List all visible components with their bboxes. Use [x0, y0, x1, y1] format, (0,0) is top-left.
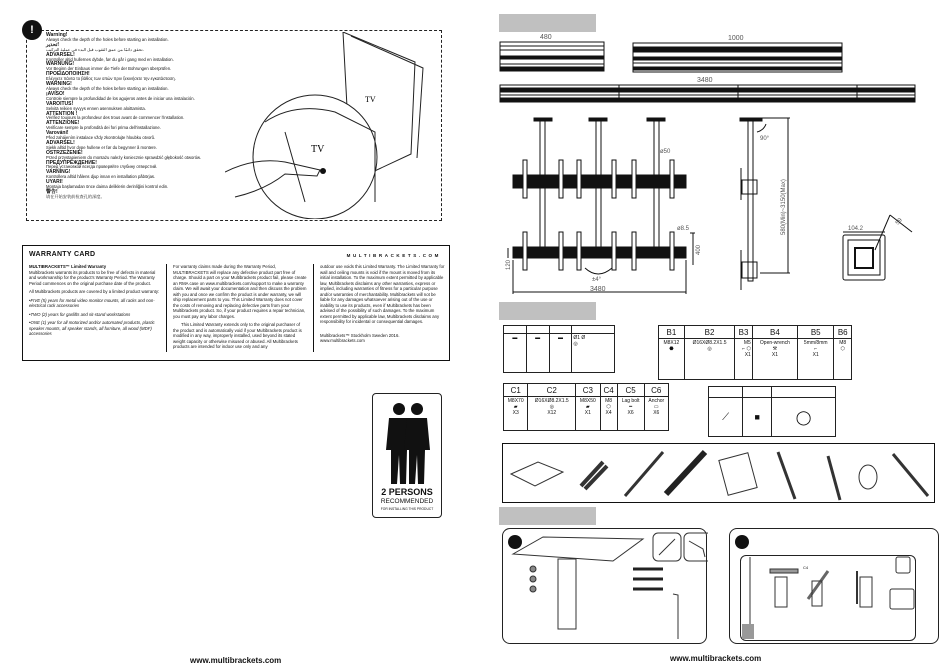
- warning-text: Always check the depth of the holes before starting an installation.: [46, 36, 169, 42]
- part-b2-header: B2: [684, 326, 735, 339]
- warranty-heading: MULTIBRACKETS™ Limited Warranty: [29, 264, 107, 269]
- allen-key-icon: ⌐: [814, 346, 818, 352]
- part-b3-header: B3: [735, 326, 753, 339]
- footer-url-right[interactable]: www.multibrackets.com: [670, 654, 762, 663]
- warning-text: Always check the depth of the holes before starting an installation.: [46, 85, 169, 91]
- lag-bolt-icon: ━: [629, 404, 633, 410]
- assembly-step-a-illustration: [503, 529, 708, 645]
- dim-59: 59: [894, 217, 904, 227]
- part-c6-qty: X6: [653, 410, 660, 416]
- nut-icon: ⬡: [840, 346, 845, 352]
- warranty-signature: Multibrackets™ Stockholm Sweden 2016.: [320, 332, 400, 338]
- part-c6-header: C6: [644, 384, 668, 397]
- warning-text: Vérifiez toujours la profondeur des trous avant de commencer l'installation.: [46, 115, 185, 121]
- ring-icon: ◯: [772, 398, 836, 437]
- part-c5-qty: X6: [627, 410, 634, 416]
- components-illustrations: [503, 444, 936, 504]
- dim-phi85: ø8.5: [677, 226, 690, 232]
- warning-title: Varování!: [46, 130, 69, 137]
- dim-480: 480: [540, 34, 552, 41]
- warning-text: Перед установкой всегда проверяйте глубину отверстий.: [46, 164, 158, 170]
- vesa-arm-icon: [828, 456, 840, 500]
- warning-badge-icon: !: [22, 20, 42, 40]
- warning-title: ΠΡΟΕΙΔΟΠΟΙΗΣΗ!: [46, 71, 90, 78]
- warning-text: Controle siempre la profundidad de los agujeros antes de iniciar una instalación.: [46, 95, 195, 101]
- nut-icon: ⬡: [606, 404, 611, 410]
- allen-key-tool-icon: [684, 533, 708, 561]
- ceiling-plate-icon: [511, 462, 563, 486]
- warning-title: Warning!: [46, 32, 68, 38]
- warning-title: 警告!: [46, 189, 58, 195]
- section-header-assembly: [499, 507, 596, 525]
- persons-note: FOR INSTALLING THIS PRODUCT: [380, 507, 434, 511]
- part-c2-spec: Ø16XØ8.2X1.5: [534, 398, 569, 404]
- part-c4-spec: M8: [605, 398, 613, 404]
- parts-table-b: [658, 325, 852, 380]
- part-c1-qty: X3: [512, 410, 519, 416]
- drill-bit-icon: [896, 557, 910, 573]
- part-b2-spec: Ø16XØ8.2X1.5: [692, 340, 727, 346]
- tv-label-zoom: TV: [311, 144, 325, 155]
- washer-icon: ◎: [707, 346, 712, 352]
- vesa-arm-icon: [778, 452, 795, 499]
- dim-1000: 1000: [728, 35, 744, 42]
- adapter-bracket-icon: [719, 453, 757, 496]
- dim-1042: 104.2: [848, 226, 864, 232]
- dim-400: 400: [696, 244, 702, 255]
- warning-title: ПРЕДУПРЕЖДЕНИЕ!: [46, 159, 97, 166]
- parts-table-a: [503, 325, 615, 373]
- warranty-bullet: •ONE (1) year for all motorized and/or automated products, plastic speaker mounts, all speaker stands, all furniture, all wood (MDF) accessories: [29, 320, 155, 336]
- part-a4-spec: Ø1 Ø: [573, 335, 586, 341]
- washer-icon: ◎: [573, 341, 578, 347]
- warning-text: Kontrollera alltid hålens djup innan en installation påbörjas.: [46, 174, 156, 180]
- part-b1-spec: M8X12: [663, 340, 680, 346]
- assembly-step-b-illustration: [730, 529, 940, 645]
- dim-angle-90: 90°: [760, 136, 770, 142]
- warning-text: Vor Beginn der Einbaus immer die Tiefe der Bohrungen überprüfen.: [46, 66, 172, 72]
- part-c2-header: C2: [528, 384, 576, 397]
- warning-title: WARNING!: [46, 81, 72, 88]
- part-c4-qty: X4: [605, 410, 612, 416]
- warning-title: UYARI!: [46, 179, 63, 186]
- cable-cover-icon: ⟋: [709, 398, 743, 437]
- part-b1-header: B1: [659, 326, 685, 339]
- warning-title: VAROITUS!: [46, 100, 74, 107]
- tv-label: TV: [365, 95, 376, 104]
- warranty-text: All Multibrackets products are covered by a limited product warranty:: [29, 289, 160, 294]
- warning-title: OSTRZEŻENIE!: [46, 149, 83, 156]
- part-c3-spec: M8X50: [579, 398, 596, 404]
- bolt-icon: ▰: [585, 404, 590, 410]
- anchor-icon: ▭: [653, 404, 659, 410]
- part-c6-spec: Anchor: [648, 398, 665, 404]
- warning-title: ADVARSEL!: [46, 139, 75, 146]
- assembly-step-a: [502, 528, 707, 644]
- rail-1000: [633, 43, 842, 72]
- components-strip: [502, 443, 935, 503]
- part-b6-header: B6: [834, 326, 852, 339]
- part-c3-header: C3: [576, 384, 600, 397]
- part-b4-qty: X1: [771, 352, 778, 358]
- part-b3-qty: X1: [744, 352, 751, 358]
- crossbar-icon: [666, 452, 705, 494]
- dim-120: 120: [506, 259, 512, 270]
- warranty-brand: MULTIBRACKETS.COM: [346, 253, 441, 258]
- warning-text: Przed przystąpieniem do montażu należy koniecznie sprawdzić głębokość otworów.: [46, 154, 202, 160]
- rail-3480: [500, 85, 915, 102]
- part-c3-qty: X1: [584, 410, 591, 416]
- warranty-text: Multibrackets warrants its products to be free of defects in material and workmanship for the product's Warranty Period. The Warranty Period commences on the original purchase date of the product.: [29, 269, 156, 286]
- footer-url-left[interactable]: www.multibrackets.com: [190, 656, 282, 665]
- warranty-bullet: •TWO (2) years for gaslifts and sit-stand workstations: [29, 311, 131, 317]
- part-b4-spec: Open-wrench: [759, 340, 790, 346]
- rail-icon: [893, 454, 928, 496]
- dim-3480: 3480: [590, 286, 606, 293]
- screw-icon: ▬: [526, 334, 549, 373]
- warning-title: ATTENZIONE!: [46, 120, 80, 127]
- part-b3-spec: M5: [743, 340, 751, 346]
- warranty-url: www.multibrackets.com: [320, 338, 365, 343]
- warning-text: Ελέγχετε πάντα το βάθος των οπών πριν ξεκινήσετε την εγκατάσταση.: [46, 76, 176, 82]
- part-c5-spec: Lag bolt: [621, 398, 640, 404]
- part-c5-header: C5: [617, 384, 644, 397]
- persons-recommended: RECOMMENDED: [380, 498, 434, 505]
- warning-title: ATTENTION !: [46, 110, 78, 117]
- dim-height: 580(Min)~3150(Max): [781, 179, 787, 235]
- warning-title: VARNING!: [46, 169, 71, 176]
- warranty-title: WARRANTY CARD: [29, 251, 96, 258]
- part-b5-spec: 5mm/8mm: [803, 340, 828, 346]
- warning-title: ¡AVISO!: [46, 90, 65, 97]
- part-label-c4: C4: [803, 565, 809, 570]
- warning-text: Sjekk alltid hvor dype hullene er før du begynner å montere.: [46, 144, 158, 150]
- warning-text: Verificare sempre la profondità dei fori prima dell'installazione.: [46, 125, 161, 131]
- wrench-icon: ⚒: [772, 346, 778, 352]
- warning-text: Kontroller altid hullernes dybde, før du går i gang med en installation.: [46, 56, 174, 62]
- part-b4-header: B4: [752, 326, 797, 339]
- rail-480: [500, 42, 604, 71]
- warning-title: ADVARSEL!: [46, 51, 75, 58]
- pole-icon: [625, 452, 663, 496]
- section-header-parts: [499, 302, 596, 320]
- warranty-bullet: •FIVE (5) years for metal video monitor mounts, all racks and non-electrical rack accessories: [29, 297, 155, 308]
- part-c1-header: C1: [504, 384, 528, 397]
- clamp-icon: [581, 462, 607, 489]
- warning-text: Montaja başlamadan önce daima deliklerin derinliğini kontrol edin.: [46, 184, 169, 190]
- allen-key-icon: ⌐ ⬡: [742, 346, 751, 352]
- warning-title: تحذير!: [46, 41, 60, 48]
- washer-icon: ◎: [549, 404, 554, 410]
- parts-table-c: [503, 383, 669, 431]
- warning-text: Selvitä reikien syvyys ennen asennuksen aloittamista.: [46, 105, 146, 111]
- warranty-text: outdoor use voids this Limited Warranty. The Limited Warranty for wall and ceiling mounts is void if the mount is moved from its initial installation. To the maximum extent permitted by applicable law, Multibrackets disclaims any other warranties, express or implied, including warranties of fitness for a particular purpose and/or warranties of merchantability. Multibrackets will not be liable for any damages whatsoever arising out of the use or inability to use its products, even if Multibrackets has been advised of the possibility of such damages. To the maximum extent permitted by applicable law, Multibrackets disclaims any responsibility for incidental or consequential damages.: [320, 264, 445, 324]
- part-b6-spec: M8: [839, 340, 847, 346]
- screwdriver-icon: [890, 589, 914, 609]
- part-b5-header: B5: [798, 326, 834, 339]
- parts-table-d: [708, 386, 836, 437]
- dim-phi50: ø50: [660, 149, 671, 155]
- warning-text: 请在开始安装前检查孔的深度。: [46, 193, 105, 199]
- part-c1-spec: M8X70: [507, 398, 524, 404]
- dim-tilt: ±4°: [592, 277, 602, 283]
- front-view-mount: [508, 118, 695, 294]
- warning-text: Před zahájením instalace vždy zkontrolujte hloubku otvorů.: [46, 135, 156, 141]
- screw-icon: ▬: [504, 334, 527, 373]
- dim-3480-top: 3480: [697, 77, 713, 84]
- end-cap-icon: ■: [743, 398, 772, 437]
- warranty-text: For warranty claims made during the Warranty Period, MULTIBRACKETS will replace any defective product part free of charge. Should a part on your Multibrackets product fail, please create an RMA case on www.multibrackets.com/support to make a warranty claim. We will await your documentation and then discuss the problem with you and once we confirm the product is under warranty, we will ship replacement parts to you. This Limited Warranty does not cover the costs of removing and replacing defective parts from your Multibrackets product. So, if your product requires a repair technician, you must pay any labor charges.: [173, 264, 307, 319]
- screw-icon: ▬: [549, 334, 572, 373]
- warning-text: تحقق دائمًا من عمق الثقوب قبل البدء في عملية التركيب.: [46, 46, 144, 52]
- part-c2-qty: X12: [547, 410, 557, 416]
- bolt-icon: ⬣: [669, 346, 674, 352]
- ceiling-plate: [843, 215, 912, 280]
- assembly-step-b: [729, 528, 939, 644]
- bolt-icon: ▰: [513, 404, 518, 410]
- persons-count: 2 PERSONS: [381, 487, 433, 497]
- ring-cap-icon: [859, 465, 877, 489]
- part-b5-qty: X1: [812, 352, 819, 358]
- warning-title: WARNUNG!: [46, 61, 75, 68]
- part-c4-header: C4: [600, 384, 617, 397]
- warranty-text: This Limited Warranty extends only to the original purchaser of the product and is automatically void if your Multibrackets product is modified in any way, improperly installed, used beyond its stated weight capacity or otherwise misused or abused. All Multibrackets products are intended for indoor use only and any: [173, 322, 302, 349]
